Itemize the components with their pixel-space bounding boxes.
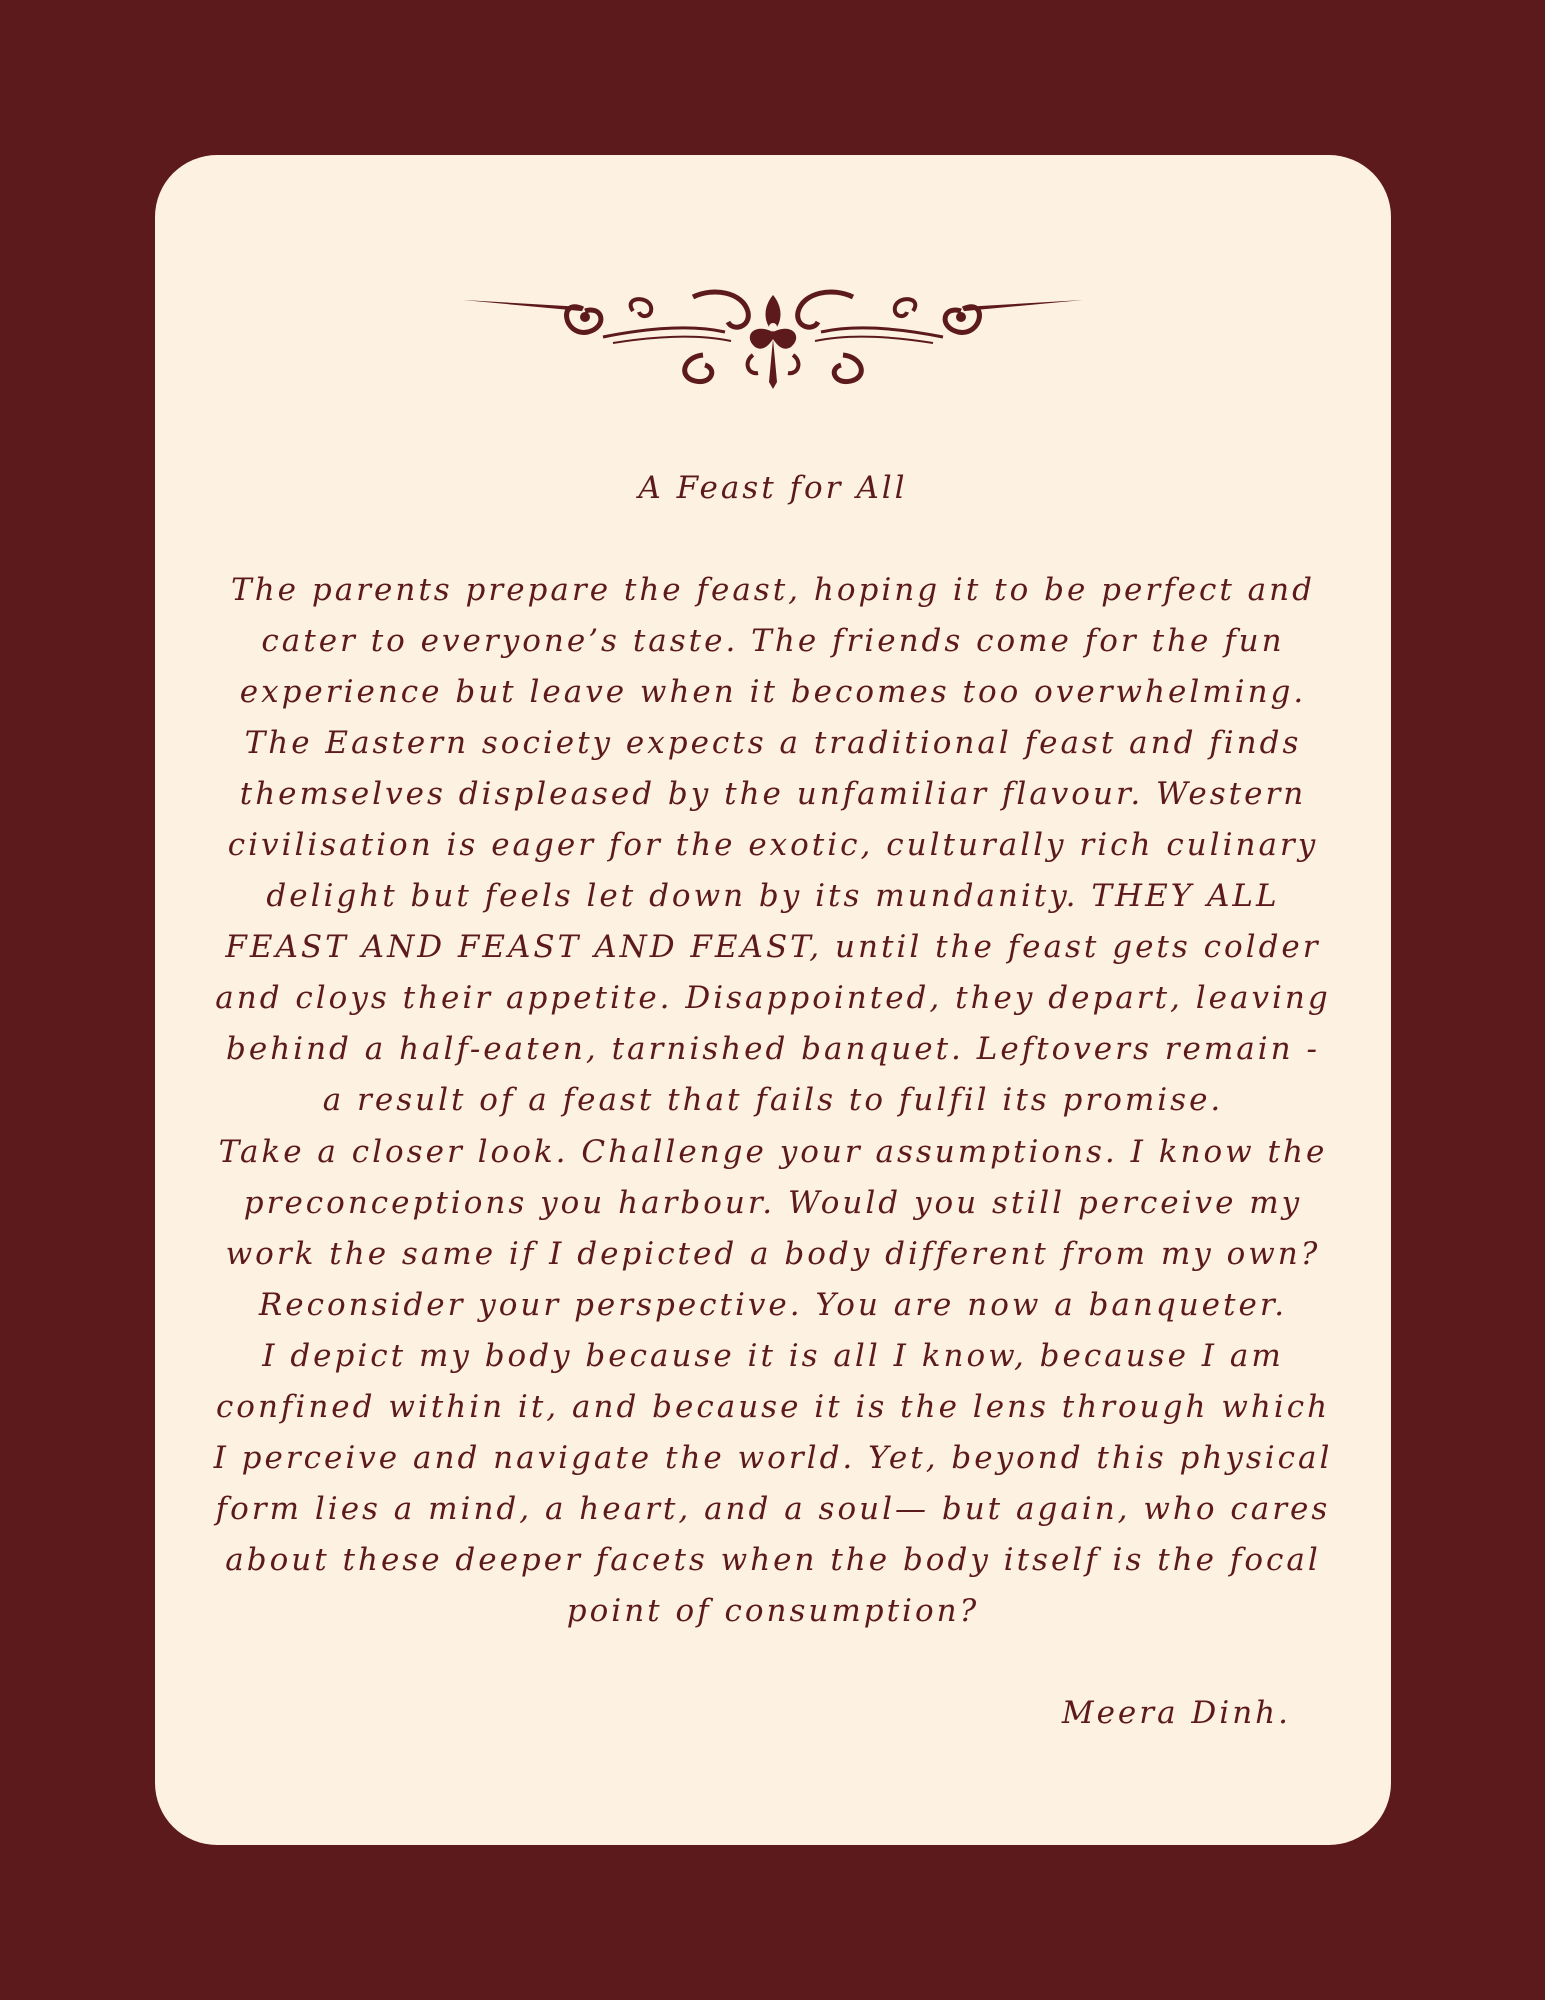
document-card — [155, 155, 1391, 1845]
document-title: A Feast for All — [638, 470, 908, 506]
paragraph-1: The parents prepare the feast, hoping it to be perfect and cater to everyone’s taste. The friends come for the fun experience but leave when it becomes too overwhelming. The Eastern society expects a traditional feast and finds themselves displeased by the unfamiliar flavour. Western civilisation is eager for the exotic, culturally rich culinary delight but feels let down by its mundanity. THEY ALL FEAST AND FEAST AND FEAST, until the feast gets colder and cloys their appetite. Disappointed, they depart, leaving behind a half-eaten, tarnished banquet. Leftovers remain - a result of a feast that fails to fulfil its promise. — [215, 572, 1331, 1118]
paragraph-2: Take a closer look. Challenge your assumptions. I know the preconceptions you harbour. Would you still perceive my work the same if I depicted a body different from my own? Reconsider your perspective. You are now a banqueter. — [218, 1134, 1328, 1323]
paragraph-3: I depict my body because it is all I know, because I am confined within it, and because it is the lens through which I perceive and navigate the world. Yet, beyond this physical form lies a mind, a heart, and a soul— but again, who cares about these deeper facets when the body itself is the focal point of consumption? — [213, 1338, 1333, 1629]
author-signature: Meera Dinh. — [1061, 1695, 1291, 1731]
flourish-divider-icon — [463, 277, 1083, 397]
